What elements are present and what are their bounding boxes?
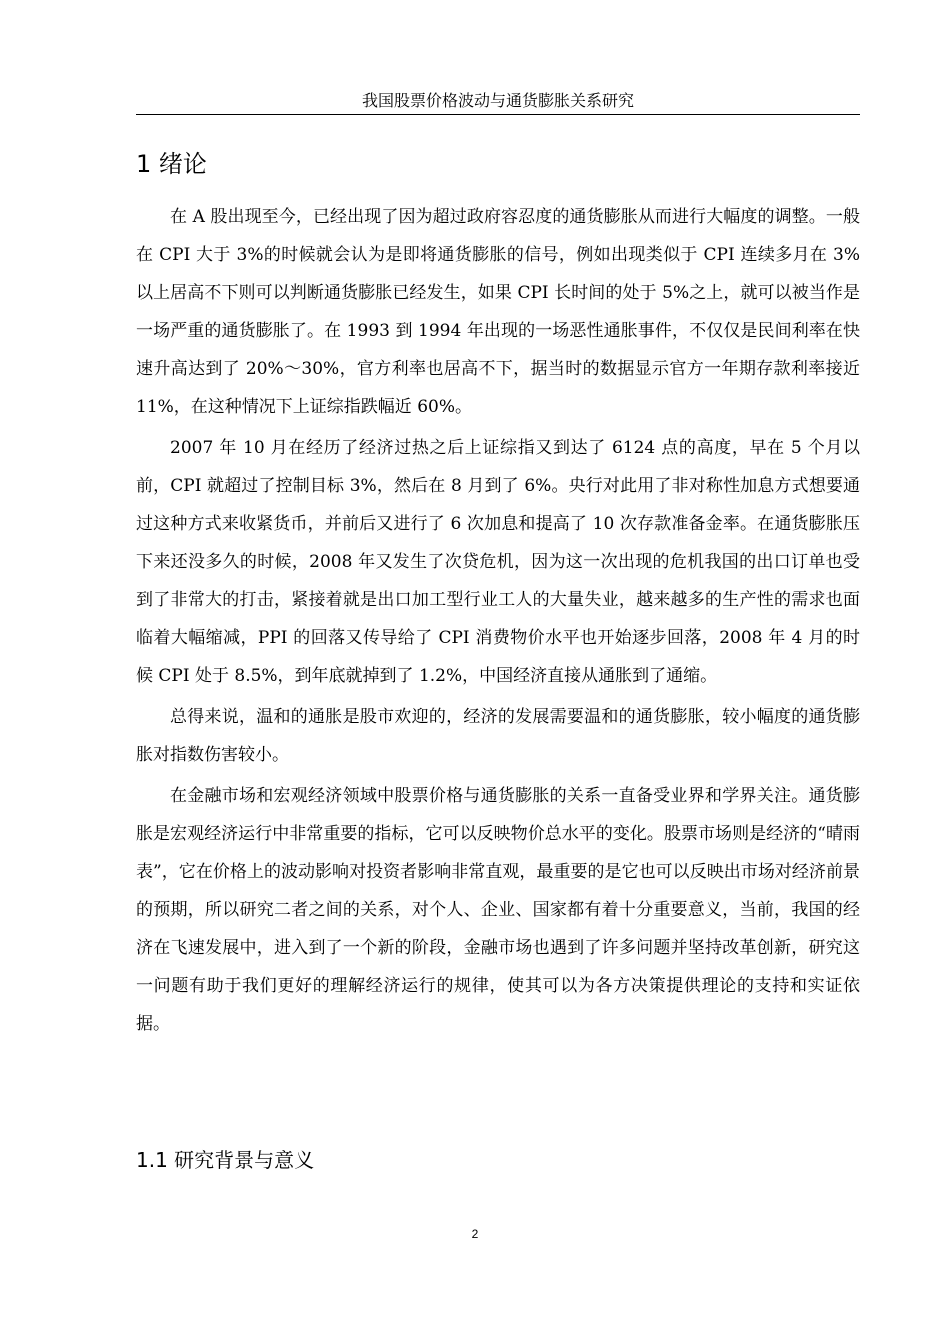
paragraph-4: 在金融市场和宏观经济领域中股票价格与通货膨胀的关系一直备受业界和学界关注。通货膨胀是宏观经济运行中非常重要的指标，它可以反映物价总水平的变化。股票市场则是经济的“晴雨表”，它在价格上的波动影响对投资者影响非常直观，最重要的是它也可以反映出市场对经济前景的预期，所以研究二者之间的关系，对个人、企业、国家都有着十分重要意义，当前，我国的经济在飞速发展中，进入到了一个新的阶段，金融市场也遇到了许多问题并坚持改革创新，研究这一问题有助于我们更好的理解经济运行的规律，使其可以为各方决策提供理论的支持和实证依据。 — [136, 786, 860, 1034]
paragraph-3: 总得来说，温和的通胀是股市欢迎的，经济的发展需要温和的通货膨胀，较小幅度的通货膨胀对指数伤害较小。 — [136, 707, 860, 765]
paragraph-1: 在 A 股出现至今，已经出现了因为超过政府容忍度的通货膨胀从而进行大幅度的调整。一般在 CPI 大于 3%的时候就会认为是即将通货膨胀的信号，例如出现类似于 CPI 连续多月在 3%以上居高不下则可以判断通货膨胀已经发生，如果 CPI 长时间的处于 5%之上，就可以被当作是一场严重的通货膨胀了。在 1993 到 1994 年出现的一场恶性通胀事件，不仅仅是民间利率在快速升高达到了 20%～30%，官方利率也居高不下，据当时的数据显示官方一年期存款利率接近 11%，在这种情况下上证综指跌幅近 60%。 — [136, 207, 860, 417]
header-title: 我国股票价格波动与通货膨胀关系研究 — [361, 91, 634, 110]
chapter-title: 1 绪论 — [136, 150, 207, 178]
paragraph-2: 2007 年 10 月在经历了经济过热之后上证综指又到达了 6124 点的高度，早在 5 个月以前，CPI 就超过了控制目标 3%，然后在 8 月到了 6%。央行对此用了非对称性加息方式想要通过这种方式来收紧货币，并前后又进行了 6 次加息和提高了 10 次存款准备金率。在通货膨胀压下来还没多久的时候，2008 年又发生了次贷危机，因为这一次出现的危机我国的出口订单也受到了非常大的打击，紧接着就是出口加工型行业工人的大量失业，越来越多的生产性的需求也面临着大幅缩减，PPI 的回落又传导给了 CPI 消费物价水平也开始逐步回落，2008 年 4 月的时候 CPI 处于 8.5%，到年底就掉到了 1.2%，中国经济直接从通胀到了通缩。 — [136, 438, 860, 686]
body-text — [136, 198, 860, 1046]
page-number: 2 — [471, 1227, 479, 1241]
section-title: 1.1 研究背景与意义 — [136, 1148, 315, 1172]
page-header — [136, 88, 860, 115]
